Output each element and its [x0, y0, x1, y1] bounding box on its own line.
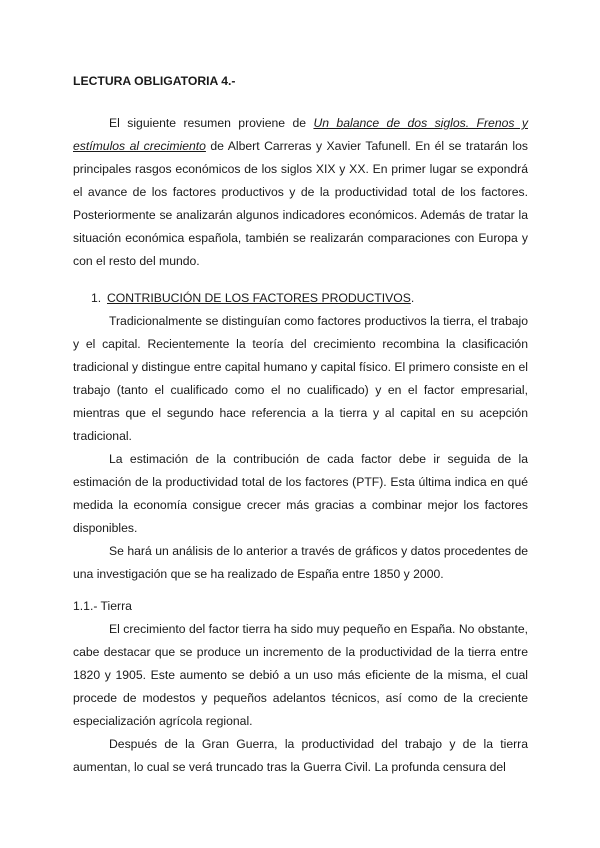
subsection-1-1-paragraph-2: Después de la Gran Guerra, la productividad del trabajo y de la tierra aumentan, lo cual se verá truncado tras la Guerra Civil. La profunda censura del: [73, 737, 528, 774]
subsection-1-1-title: 1.1.- Tierra: [73, 599, 132, 613]
intro-block: [73, 112, 528, 273]
intro-paragraph: [73, 112, 528, 273]
document-heading: LECTURA OBLIGATORIA 4.-: [73, 74, 236, 88]
section-1-paragraph-3: Se hará un análisis de lo anterior a través de gráficos y datos procedentes de una investigación que se ha realizado de España entre 1850 y 2000.: [73, 544, 528, 581]
section-1-title-end: .: [410, 291, 415, 305]
book-title: Un balance de dos siglos. Frenos y estímulos al crecimiento: [73, 116, 528, 153]
intro-text-before: El siguiente resumen proviene de: [109, 116, 314, 130]
intro-text-after: de Albert Carreras y Xavier Tafunell. En él se tratarán los principales rasgos económicos de los siglos XIX y XX. En primer lugar se expondrá el avance de los factores productivos y de la productividad total de los factores. Posteriormente se analizarán algunos indicadores económicos. Además de tratar la situación económica española, también se realizarán comparaciones con Europa y con el resto del mundo.: [73, 139, 528, 268]
section-1-paragraph-2: La estimación de la contribución de cada factor debe ir seguida de la estimación de la productividad total de los factores (PTF). Esta última indica en qué medida la economía consigue crecer más gracias a combinar mejor los factores disponibles.: [73, 452, 528, 535]
section-1: [73, 287, 528, 586]
subsection-1-1-paragraph-1: El crecimiento del factor tierra ha sido muy pequeño en España. No obstante, cabe destacar que se produce un incremento de la productividad de la tierra entre 1820 y 1905. Este aumento se debió a un uso más eficiente de la misma, el cual procede de modestos y pequeños adelantos técnicos, así como de la creciente especialización agrícola regional.: [73, 622, 528, 728]
section-1-title-text: CONTRIBUCIÓN DE LOS FACTORES PRODUCTIVOS: [107, 291, 411, 305]
section-1-paragraph-1: Tradicionalmente se distinguían como factores productivos la tierra, el trabajo y el capital. Recientemente la teoría del crecimiento recombina la clasificación tradicional y distingue entre capital humano y capital físico. El primero consiste en el trabajo (tanto el cualificado como el no cualificado) y en el factor empresarial, mientras que el segundo hace referencia a la tierra y al capital en su acepción tradicional.: [73, 314, 528, 443]
section-1-title: [73, 287, 528, 310]
subsection-1-1: [73, 595, 528, 779]
section-1-number: 1.: [91, 291, 102, 305]
